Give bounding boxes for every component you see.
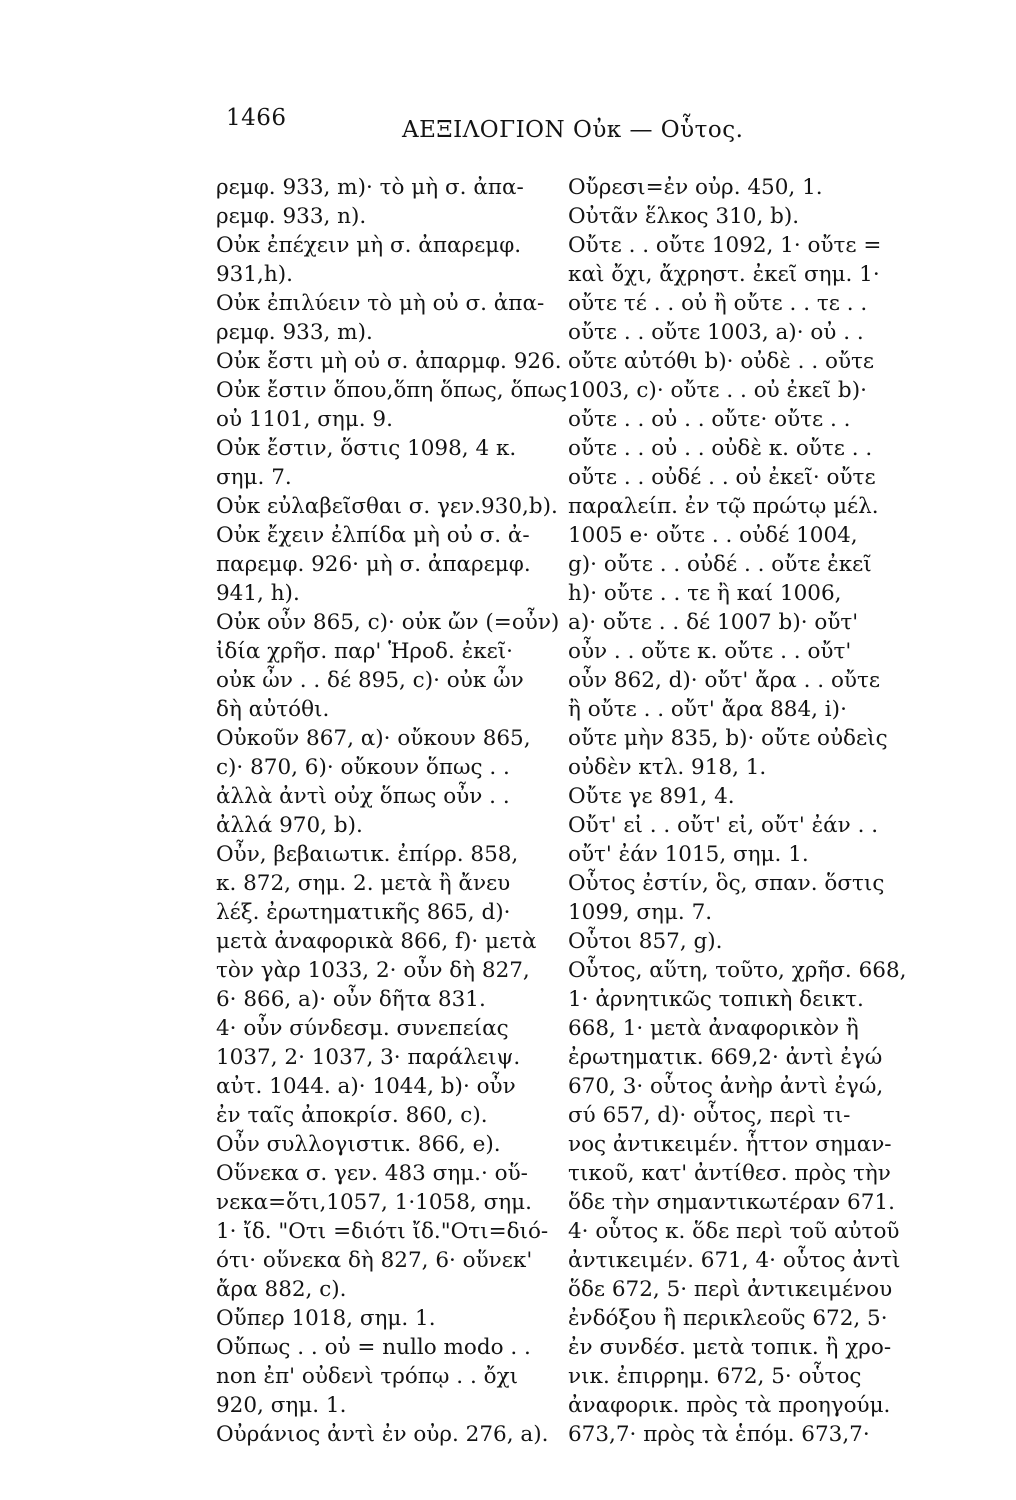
entry-line: οὐκ ὦν . . δέ 895, c)· οὐκ ὦν <box>216 668 524 693</box>
entry-line: οὔτε . . οὔτε 1003, a)· οὐ . . <box>568 320 864 345</box>
entry-line: οὔτε μὴν 835, b)· οὔτε οὐδεὶς <box>568 726 888 751</box>
entry-line: οὔτε αὐτόθι b)· οὐδὲ . . οὔτε <box>568 349 875 374</box>
entry-line: Οὐκ ἔχειν ἐλπίδα μὴ οὐ σ. ἀ- <box>216 523 530 548</box>
entry-line: Οὔπως . . οὐ = nullo modo . . <box>216 1335 531 1360</box>
entry-line: ἐν ταῖς ἀποκρίσ. 860, c). <box>216 1103 488 1128</box>
entry-line: g)· οὔτε . . οὐδέ . . οὔτε ἐκεῖ <box>568 552 872 577</box>
entry-line: ἀλλὰ ἀντὶ οὐχ ὅπως οὖν . . <box>216 784 510 809</box>
entry-line: 941, h). <box>216 581 300 606</box>
entry-line: 1· ἴδ. "Οτι =διότι ἴδ."Οτι=διό- <box>216 1219 549 1244</box>
entry-line: αὐτ. 1044. a)· 1044, b)· οὖν <box>216 1074 516 1099</box>
entry-line: 4· οὖν σύνδεσμ. συνεπείας <box>216 1016 509 1041</box>
entry-line: οὖν 862, d)· οὔτ' ἄρα . . οὔτε <box>568 668 880 693</box>
entry-line: ἐν συνδέσ. μετὰ τοπικ. ἢ χρο- <box>568 1335 892 1360</box>
entry-line: ἢ οὔτε . . οὔτ' ἄρα 884, i)· <box>568 697 847 722</box>
entry-line: 931,h). <box>216 262 293 287</box>
entry-line: σύ 657, d)· οὗτος, περὶ τι- <box>568 1103 851 1128</box>
entry-line: ρεμφ. 933, n). <box>216 204 367 229</box>
entry-line: ἀναφορικ. πρὸς τὰ προηγούμ. <box>568 1393 891 1418</box>
entry-line: μετὰ ἀναφορικὰ 866, f)· μετὰ <box>216 929 537 954</box>
entry-line: Οὐκ οὖν 865, c)· οὐκ ὤν (=οὖν) <box>216 610 560 635</box>
entry-line: ἰδία χρῆσ. παρ' Ἡροδ. ἐκεῖ· <box>216 639 513 664</box>
entry-line: ἀλλά 970, b). <box>216 813 363 838</box>
entry-line: 1003, c)· οὔτε . . οὐ ἐκεῖ b)· <box>568 378 867 403</box>
entry-line: οὔτε τέ . . οὐ ἢ οὔτε . . τε . . <box>568 291 868 316</box>
entry-line: 673,7· πρὸς τὰ ἑπόμ. 673,7· <box>568 1422 870 1447</box>
entry-line: ὅδε 672, 5· περὶ ἀντικειμένου <box>568 1277 893 1302</box>
entry-line: Οὐράνιος ἀντὶ ἐν οὐρ. 276, a). <box>216 1422 549 1447</box>
entry-line: Οὔρεσι=ἐν οὐρ. 450, 1. <box>568 175 823 200</box>
entry-line: Οὗτος, αὕτη, τοῦτο, χρῆσ. 668, <box>568 958 907 983</box>
entry-line: καὶ ὄχι, ἄχρηστ. ἐκεῖ σημ. 1· <box>568 262 880 287</box>
entry-line: 1005 e· οὔτε . . οὐδέ 1004, <box>568 523 858 548</box>
entry-line: Οὐκ ἐπέχειν μὴ σ. ἀπαρεμφ. <box>216 233 522 258</box>
entry-line: 920, σημ. 1. <box>216 1393 347 1418</box>
entry-line: νικ. ἐπιρρημ. 672, 5· οὗτος <box>568 1364 862 1389</box>
entry-line: 1037, 2· 1037, 3· παράλειψ. <box>216 1045 521 1070</box>
entry-line: νος ἀντικειμέν. ἧττον σημαν- <box>568 1132 892 1157</box>
entry-line: οὐδὲν κτλ. 918, 1. <box>568 755 767 780</box>
page-number: 1466 <box>226 105 287 131</box>
entry-line: παρεμφ. 926· μὴ σ. ἀπαρεμφ. <box>216 552 531 577</box>
entry-line: Οὐτᾶν ἕλκος 310, b). <box>568 204 800 229</box>
entry-line: 668, 1· μετὰ ἀναφορικὸν ἢ <box>568 1016 859 1041</box>
entry-line: ἐρωτηματικ. 669,2· ἀντὶ ἐγώ <box>568 1045 883 1070</box>
entry-line: Οὐκ εὐλαβεῖσθαι σ. γεν.930,b). <box>216 494 558 519</box>
entry-line: Οὐκοῦν 867, α)· οὔκουν 865, <box>216 726 531 751</box>
entry-line: 1· ἀρνητικῶς τοπικὴ δεικτ. <box>568 987 864 1012</box>
entry-line: σημ. 7. <box>216 465 292 490</box>
entry-line: νεκα=ὅτι,1057, 1·1058, σημ. <box>216 1190 532 1215</box>
entry-line: Οὔπερ 1018, σημ. 1. <box>216 1306 436 1331</box>
entry-line: Οὔτε . . οὔτε 1092, 1· οὔτε = <box>568 233 882 258</box>
entry-line: ἐνδόξου ἢ περικλεοῦς 672, 5· <box>568 1306 888 1331</box>
entry-line: Οὖν συλλογιστικ. 866, e). <box>216 1132 501 1157</box>
entry-line: Οὐκ ἐπιλύειν τὸ μὴ οὐ σ. ἀπα- <box>216 291 545 316</box>
entry-line: παραλείπ. ἐν τῷ πρώτῳ μέλ. <box>568 494 879 519</box>
entry-line: Οὖν, βεβαιωτικ. ἐπίρρ. 858, <box>216 842 519 867</box>
entry-line: ότι· οὕνεκα δὴ 827, 6· οὕνεκ' <box>216 1248 533 1273</box>
entry-line: ὅδε τὴν σημαντικωτέραν 671. <box>568 1190 895 1215</box>
entry-line: a)· οὔτε . . δέ 1007 b)· οὔτ' <box>568 610 859 635</box>
entry-line: δὴ αὐτόθι. <box>216 697 330 722</box>
entry-line: 670, 3· οὗτος ἀνὴρ ἀντὶ ἐγώ, <box>568 1074 884 1099</box>
entry-line: ρεμφ. 933, m). <box>216 320 373 345</box>
entry-line: ἀντικειμέν. 671, 4· οὗτος ἀντὶ <box>568 1248 901 1273</box>
entry-line: Οὔτε γε 891, 4. <box>568 784 735 809</box>
entry-line: Οὐκ ἔστι μὴ οὐ σ. ἀπαρμφ. 926. <box>216 349 562 374</box>
entry-line: οὐ 1101, σημ. 9. <box>216 407 393 432</box>
entry-line: οὔτ' ἐάν 1015, σημ. 1. <box>568 842 809 867</box>
entry-line: οὔτε . . οὐδέ . . οὐ ἐκεῖ· οὔτε <box>568 465 876 490</box>
entry-line: Οὐκ ἔστιν ὅπου,ὅπη ὅπως, ὅπως <box>216 378 568 403</box>
entry-line: Οὗτοι 857, g). <box>568 929 723 954</box>
entry-line: 4· οὗτος κ. ὅδε περὶ τοῦ αὐτοῦ <box>568 1219 900 1244</box>
entry-line: 1099, σημ. 7. <box>568 900 713 925</box>
entry-line: λέξ. ἐρωτηματικῆς 865, d)· <box>216 900 511 925</box>
entry-line: Οὗτος ἐστίν, ὃς, σπαν. ὅστις <box>568 871 885 896</box>
entry-line: τικοῦ, κατ' ἀντίθεσ. πρὸς τὴν <box>568 1161 891 1186</box>
entry-line: οὖν . . οὔτε κ. οὔτε . . οὔτ' <box>568 639 852 664</box>
entry-line: κ. 872, σημ. 2. μετὰ ἢ ἄνευ <box>216 871 511 896</box>
entry-line: Οὕνεκα σ. γεν. 483 σημ.· οὕ- <box>216 1161 528 1186</box>
entry-line: non ἐπ' οὐδενὶ τρόπῳ . . ὄχι <box>216 1364 519 1389</box>
entry-line: c)· 870, 6)· οὔκουν ὅπως . . <box>216 755 510 780</box>
entry-line: ἄρα 882, c). <box>216 1277 347 1302</box>
entry-line: οὔτε . . οὐ . . οὔτε· οὔτε . . <box>568 407 851 432</box>
entry-line: h)· οὔτε . . τε ἢ καί 1006, <box>568 581 842 606</box>
right-column <box>568 173 918 1449</box>
entry-line: οὔτε . . οὐ . . οὐδὲ κ. οὔτε . . <box>568 436 873 461</box>
entry-line: 6· 866, a)· οὖν δῆτα 831. <box>216 987 486 1012</box>
entry-line: τὸν γὰρ 1033, 2· οὖν δὴ 827, <box>216 958 530 983</box>
entry-line: Οὐκ ἔστιν, ὅστις 1098, 4 κ. <box>216 436 517 461</box>
running-title: ΑΕΞΙΛΟΓΙΟΝ Οὐκ — Οὗτος. <box>402 117 744 143</box>
left-column <box>216 173 568 1449</box>
entry-line: Οὔτ' εἰ . . οὔτ' εἰ, οὔτ' ἐάν . . <box>568 813 879 838</box>
entry-line: ρεμφ. 933, m)· τὸ μὴ σ. ἀπα- <box>216 175 524 200</box>
